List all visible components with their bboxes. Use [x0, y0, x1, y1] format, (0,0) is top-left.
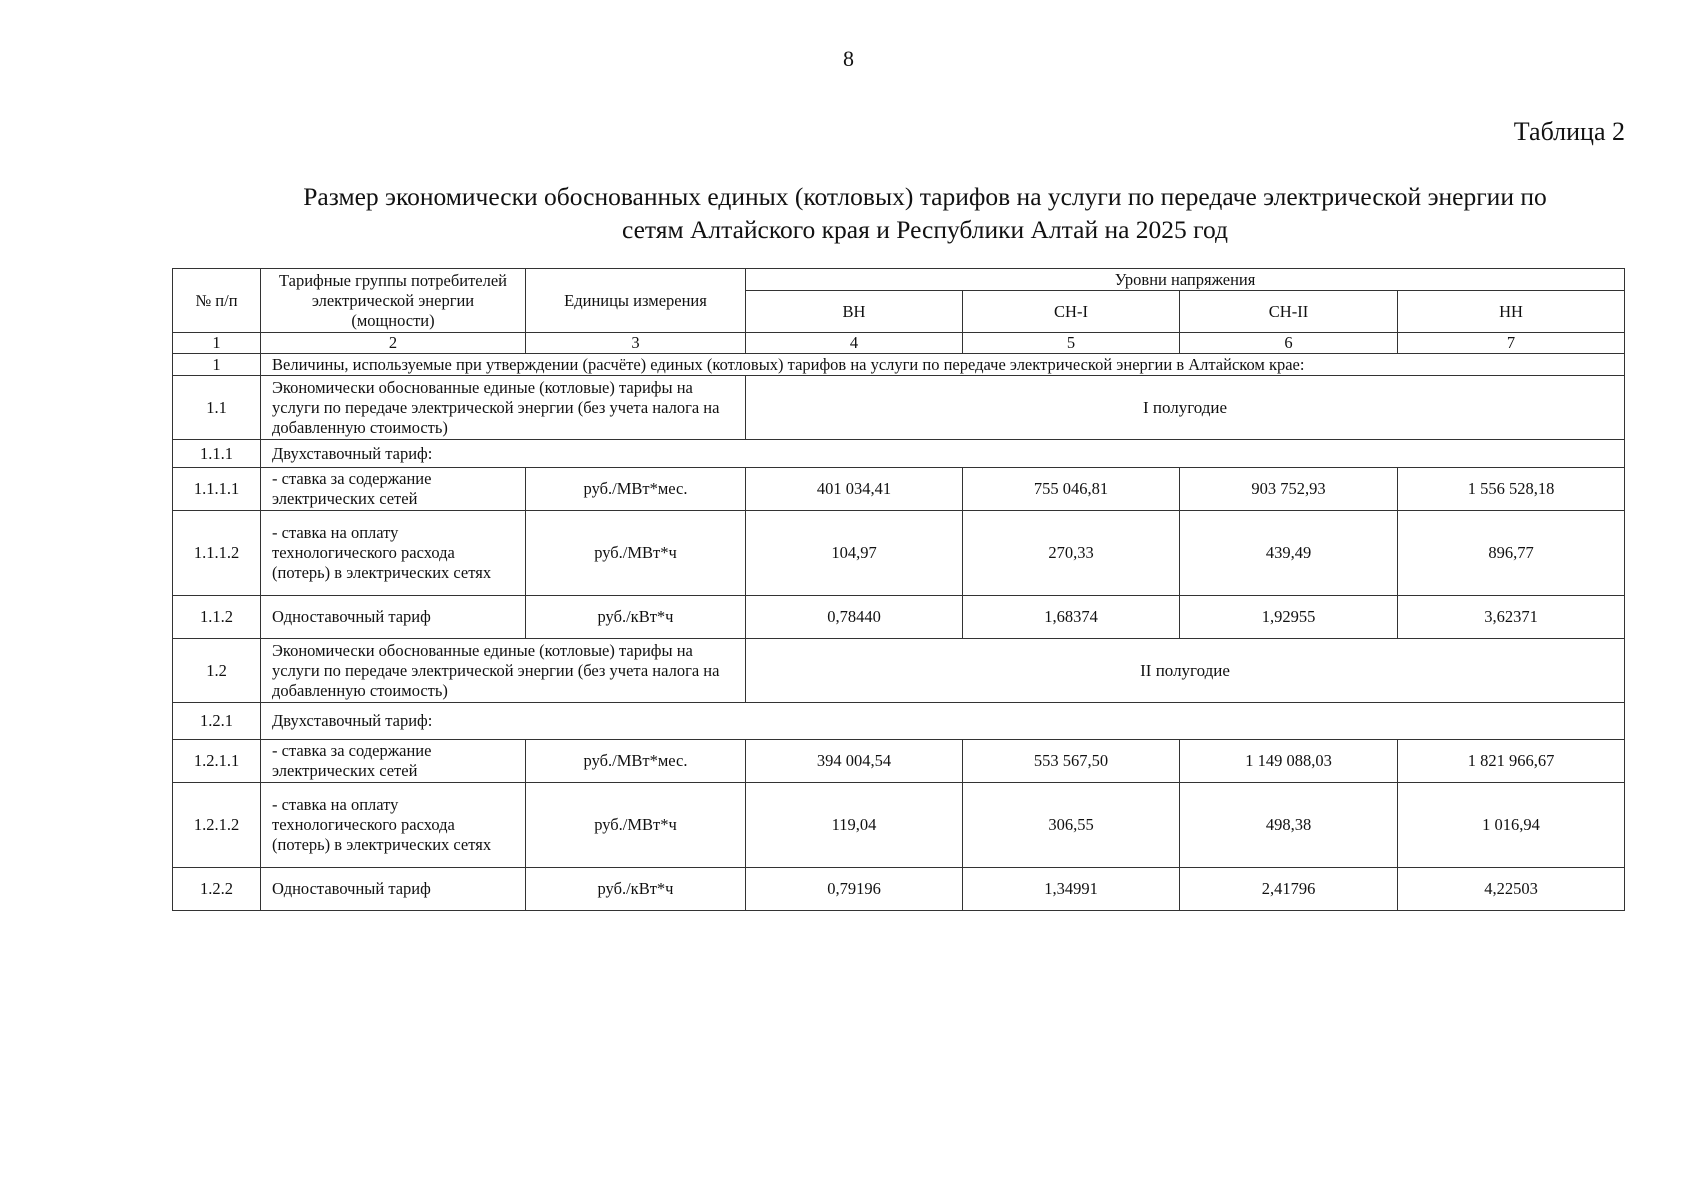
section-row [173, 354, 1625, 376]
row-label: Экономически обоснованные единые (котловые) тарифы на услуги по передаче электрической энергии (без учета налога на добавленную стоимость) [261, 376, 746, 440]
row-num: 1.2.1.2 [173, 783, 261, 868]
value-sn2: 2,41796 [1180, 868, 1398, 911]
value-sn1: 755 046,81 [963, 468, 1180, 511]
row-label: - ставка за содержание электрических сетей [261, 468, 526, 511]
column-numbers-row [173, 333, 1625, 354]
col-number: 6 [1180, 333, 1398, 354]
value-nn: 1 821 966,67 [1398, 740, 1625, 783]
value-sn1: 553 567,50 [963, 740, 1180, 783]
header-tariff-groups: Тарифные группы потребителей электрической энергии (мощности) [261, 269, 526, 333]
col-number: 2 [261, 333, 526, 354]
value-vn: 401 034,41 [746, 468, 963, 511]
title-line-2: сетям Алтайского края и Республики Алтай на 2025 год [621, 215, 1228, 244]
table-row [173, 468, 1625, 511]
value-vn: 104,97 [746, 511, 963, 596]
header-row-1 [173, 269, 1625, 291]
row-label: - ставка на оплату технологического расхода (потерь) в электрических сетях [261, 511, 526, 596]
col-number: 7 [1398, 333, 1625, 354]
header-voltage-levels: Уровни напряжения [746, 269, 1625, 291]
period-label: II полугодие [746, 639, 1625, 703]
header-nn: НН [1398, 291, 1625, 333]
row-unit: руб./МВт*мес. [526, 468, 746, 511]
row-num: 1.1.1.2 [173, 511, 261, 596]
value-sn2: 1 149 088,03 [1180, 740, 1398, 783]
header-sn2: СН-II [1180, 291, 1398, 333]
value-sn1: 1,34991 [963, 868, 1180, 911]
page-number: 8 [843, 46, 854, 71]
two-rate-row [173, 703, 1625, 740]
col-number: 5 [963, 333, 1180, 354]
half-year-2-header-row [173, 639, 1625, 703]
document-title [240, 180, 1610, 246]
value-vn: 119,04 [746, 783, 963, 868]
section-text: Величины, используемые при утверждении (расчёте) единых (котловых) тарифов на услуги по передаче электрической энергии в Алтайском крае: [261, 354, 1625, 376]
title-line-1: Размер экономически обоснованных единых (котловых) тарифов на услуги по передаче электрической энергии по [303, 182, 1547, 211]
value-sn2: 498,38 [1180, 783, 1398, 868]
row-label: Одноставочный тариф [261, 596, 526, 639]
row-unit: руб./кВт*ч [526, 596, 746, 639]
row-unit: руб./МВт*мес. [526, 740, 746, 783]
value-nn: 1 016,94 [1398, 783, 1625, 868]
value-vn: 394 004,54 [746, 740, 963, 783]
row-label: - ставка за содержание электрических сетей [261, 740, 526, 783]
row-label: Двухставочный тариф: [261, 703, 1625, 740]
value-sn2: 439,49 [1180, 511, 1398, 596]
row-label: Одноставочный тариф [261, 868, 526, 911]
row-num: 1.2 [173, 639, 261, 703]
section-num: 1 [173, 354, 261, 376]
col-number: 1 [173, 333, 261, 354]
value-sn1: 306,55 [963, 783, 1180, 868]
header-sn1: СН-I [963, 291, 1180, 333]
row-num: 1.2.1.1 [173, 740, 261, 783]
col-number: 4 [746, 333, 963, 354]
half-year-1-header-row [173, 376, 1625, 440]
value-vn: 0,78440 [746, 596, 963, 639]
table-row [173, 740, 1625, 783]
tariff-table [172, 268, 1625, 911]
value-sn2: 1,92955 [1180, 596, 1398, 639]
header-num: № п/п [173, 269, 261, 333]
header-vn: ВН [746, 291, 963, 333]
value-nn: 896,77 [1398, 511, 1625, 596]
value-sn2: 903 752,93 [1180, 468, 1398, 511]
row-unit: руб./МВт*ч [526, 511, 746, 596]
table-row [173, 511, 1625, 596]
value-sn1: 270,33 [963, 511, 1180, 596]
value-sn1: 1,68374 [963, 596, 1180, 639]
row-num: 1.2.2 [173, 868, 261, 911]
period-label: I полугодие [746, 376, 1625, 440]
row-label: - ставка на оплату технологического расхода (потерь) в электрических сетях [261, 783, 526, 868]
row-label: Экономически обоснованные единые (котловые) тарифы на услуги по передаче электрической энергии (без учета налога на добавленную стоимость) [261, 639, 746, 703]
value-vn: 0,79196 [746, 868, 963, 911]
table-caption: Таблица 2 [1513, 117, 1625, 146]
row-unit: руб./МВт*ч [526, 783, 746, 868]
row-num: 1.1.1.1 [173, 468, 261, 511]
col-number: 3 [526, 333, 746, 354]
table-row [173, 596, 1625, 639]
table-row [173, 783, 1625, 868]
header-units: Единицы измерения [526, 269, 746, 333]
row-num: 1.2.1 [173, 703, 261, 740]
row-num: 1.1.1 [173, 440, 261, 468]
row-unit: руб./кВт*ч [526, 868, 746, 911]
row-num: 1.1.2 [173, 596, 261, 639]
row-label: Двухставочный тариф: [261, 440, 1625, 468]
two-rate-row [173, 440, 1625, 468]
table-row [173, 868, 1625, 911]
value-nn: 1 556 528,18 [1398, 468, 1625, 511]
value-nn: 3,62371 [1398, 596, 1625, 639]
row-num: 1.1 [173, 376, 261, 440]
value-nn: 4,22503 [1398, 868, 1625, 911]
